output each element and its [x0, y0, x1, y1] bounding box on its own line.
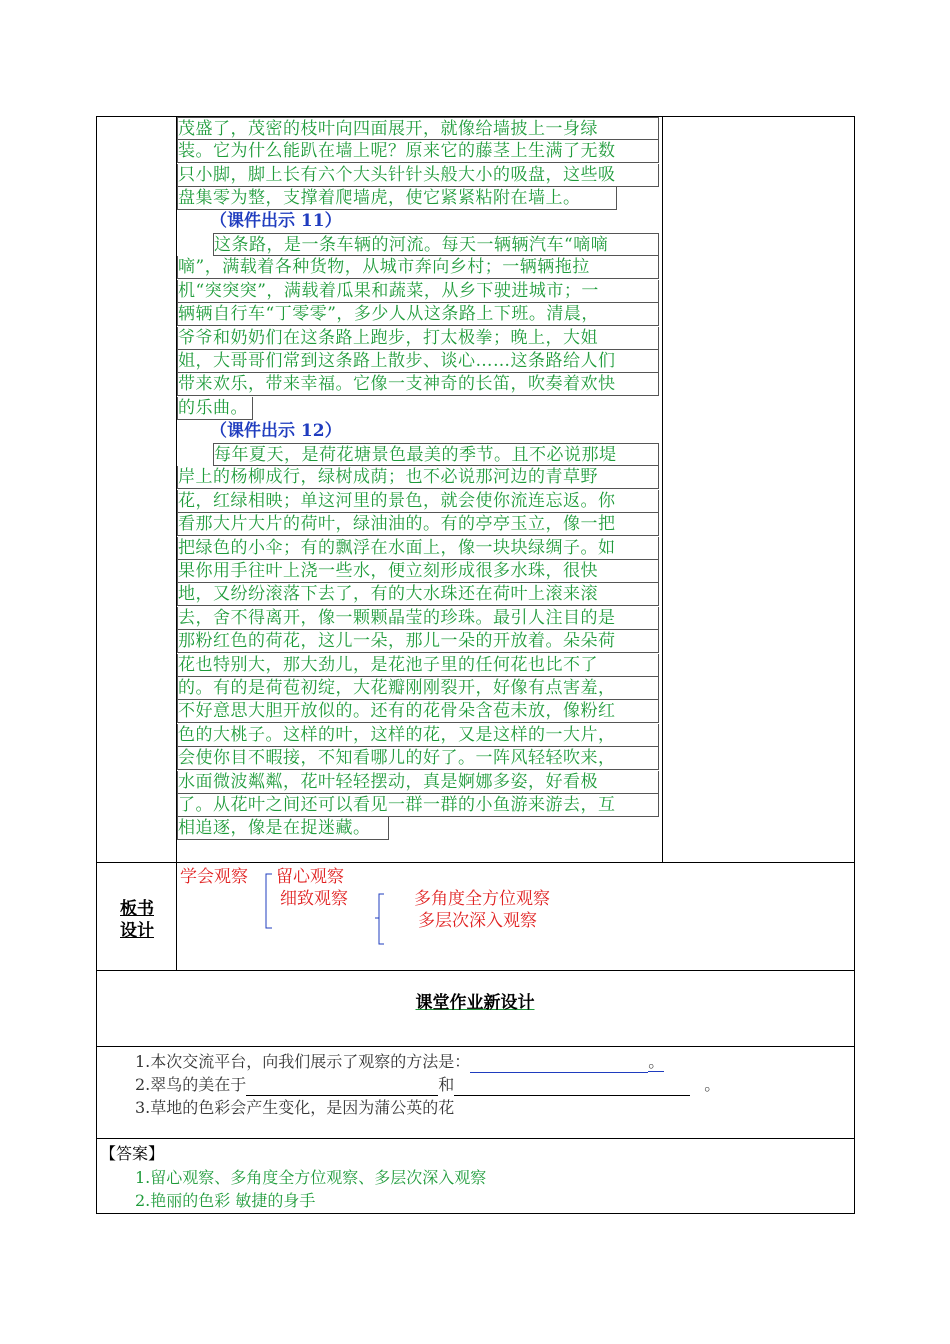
paragraph-line: 不好意思大胆开放似的。还有的花骨朵含苞未放，像粉红 — [177, 700, 659, 723]
board-item-careful: 留心观察 — [276, 867, 344, 887]
paragraph-line: 岸上的杨柳成行，绿树成荫；也不必说那河边的青草野 — [177, 466, 659, 489]
answer-2: 2.艳丽的色彩 敏捷的身手 — [135, 1191, 316, 1210]
answer-blank-1[interactable] — [470, 1056, 648, 1073]
board-main-topic: 学会观察 — [180, 867, 248, 887]
paragraph-line: 只小脚，脚上长有六个大头针针头般大小的吸盘，这些吸 — [177, 164, 659, 187]
paragraph-line: 水面微波粼粼，花叶轻轻摆动，真是婀娜多姿，好看极 — [177, 771, 659, 794]
board-bracket-right — [374, 892, 386, 948]
paragraph-line: 果你用手往叶上浇一些水，便立刻形成很多水珠，很快 — [177, 560, 659, 583]
paragraph-line: 带来欢乐，带来幸福。它像一支神奇的长笛，吹奏着欢快 — [177, 373, 659, 396]
table-divider — [96, 862, 855, 863]
paragraph-line: 看那大片大片的荷叶，绿油油的。有的亭亭玉立，像一把 — [177, 513, 659, 536]
paragraph-line: 那粉红色的荷花，这儿一朵，那儿一朵的开放着。朵朵荷 — [177, 630, 659, 653]
paragraph-line: 色的大桃子。这样的叶，这样的花，又是这样的一大片， — [177, 724, 659, 747]
question-2-text-b: 和 — [438, 1075, 455, 1094]
paragraph-line: 会使你目不暇接，不知看哪儿的好了。一阵风轻轻吹来， — [177, 747, 659, 770]
table-divider — [662, 116, 663, 863]
board-design-label — [108, 898, 166, 942]
paragraph-line: 盘集零为整，支撑着爬墙虎，使它紧紧粘附在墙上。 — [177, 187, 617, 210]
paragraph-line: 花也特别大，那大劲儿，是花池子里的任何花也比不了 — [177, 654, 659, 677]
paragraph-line: 相追逐，像是在捉迷藏。 — [177, 817, 389, 840]
board-item-detailed: 细致观察 — [280, 889, 348, 909]
paragraph-line: 装。它为什么能趴在墙上呢？原来它的藤茎上生满了无数 — [177, 140, 659, 163]
answers-header: 【答案】 — [100, 1144, 165, 1163]
board-bracket-left — [262, 872, 274, 932]
homework-title: 课堂作业新设计 — [415, 993, 535, 1013]
paragraph-line: 爷爷和奶奶们在这条路上跑步，打太极拳；晚上，大姐 — [177, 327, 659, 350]
board-item-multi-angle: 多角度全方位观察 — [414, 889, 550, 909]
paragraph-line: 去，舍不得离开，像一颗颗晶莹的珍珠。最引人注目的是 — [177, 607, 659, 630]
board-label-line2: 设计 — [120, 921, 154, 941]
question-2-end: 。 — [704, 1075, 721, 1094]
paragraph-line: 的乐曲。 — [177, 397, 253, 420]
paragraph-line: 花，红绿相映；单这河里的景色，就会使你流连忘返。你 — [177, 490, 659, 513]
paragraph-line: 地，又纷纷滚落下去了，有的大水珠还在荷叶上滚来滚 — [177, 583, 659, 606]
table-divider — [96, 970, 855, 971]
paragraph-line: 嘀”，满载着各种货物，从城市奔向乡村；一辆辆拖拉 — [177, 256, 659, 279]
paragraph-line: 把绿色的小伞；有的飘浮在水面上，像一块块绿绸子。如 — [177, 537, 659, 560]
table-divider — [96, 1046, 855, 1047]
question-1-text: 1.本次交流平台，向我们展示了观察的方法是： — [135, 1052, 471, 1071]
table-divider — [96, 1138, 855, 1139]
homework-question-1 — [135, 1051, 664, 1073]
paragraph-line: 机“突突突”，满载着瓜果和蔬菜，从乡下驶进城市；一 — [177, 280, 659, 303]
homework-question-3 — [135, 1097, 454, 1119]
homework-question-2 — [135, 1074, 720, 1096]
answer-blank-2a[interactable] — [246, 1079, 438, 1096]
question-1-end: 。 — [648, 1052, 665, 1071]
courseware-label-11: （课件出示 11） — [210, 211, 342, 231]
board-item-multi-level: 多层次深入观察 — [418, 911, 537, 931]
paragraph-line: 每年夏天，是荷花塘景色最美的季节。且不必说那堤 — [213, 443, 659, 466]
courseware-label-12: （课件出示 12） — [210, 421, 342, 441]
paragraph-line: 这条路，是一条车辆的河流。每天一辆辆汽车“嘀嘀 — [213, 233, 659, 256]
paragraph-line: 辆辆自行车“丁零零”，多少人从这条路上下班。清晨， — [177, 303, 659, 326]
board-label-line1: 板书 — [120, 899, 154, 919]
answer-1: 1.留心观察、多角度全方位观察、多层次深入观察 — [135, 1168, 487, 1187]
answer-blank-2b[interactable] — [454, 1079, 690, 1096]
paragraph-line: 茂盛了，茂密的枝叶向四面展开，就像给墙披上一身绿 — [177, 117, 659, 140]
question-2-text-a: 2.翠鸟的美在于 — [135, 1075, 247, 1094]
paragraph-line: 了。从花叶之间还可以看见一群一群的小鱼游来游去，互 — [177, 794, 659, 817]
paragraph-line: 姐，大哥哥们常到这条路上散步、谈心……这条路给人们 — [177, 350, 659, 373]
paragraph-line: 的。有的是荷苞初绽，大花瓣刚刚裂开，好像有点害羞， — [177, 677, 659, 700]
question-3-text: 3.草地的色彩会产生变化，是因为蒲公英的花 — [135, 1098, 455, 1117]
